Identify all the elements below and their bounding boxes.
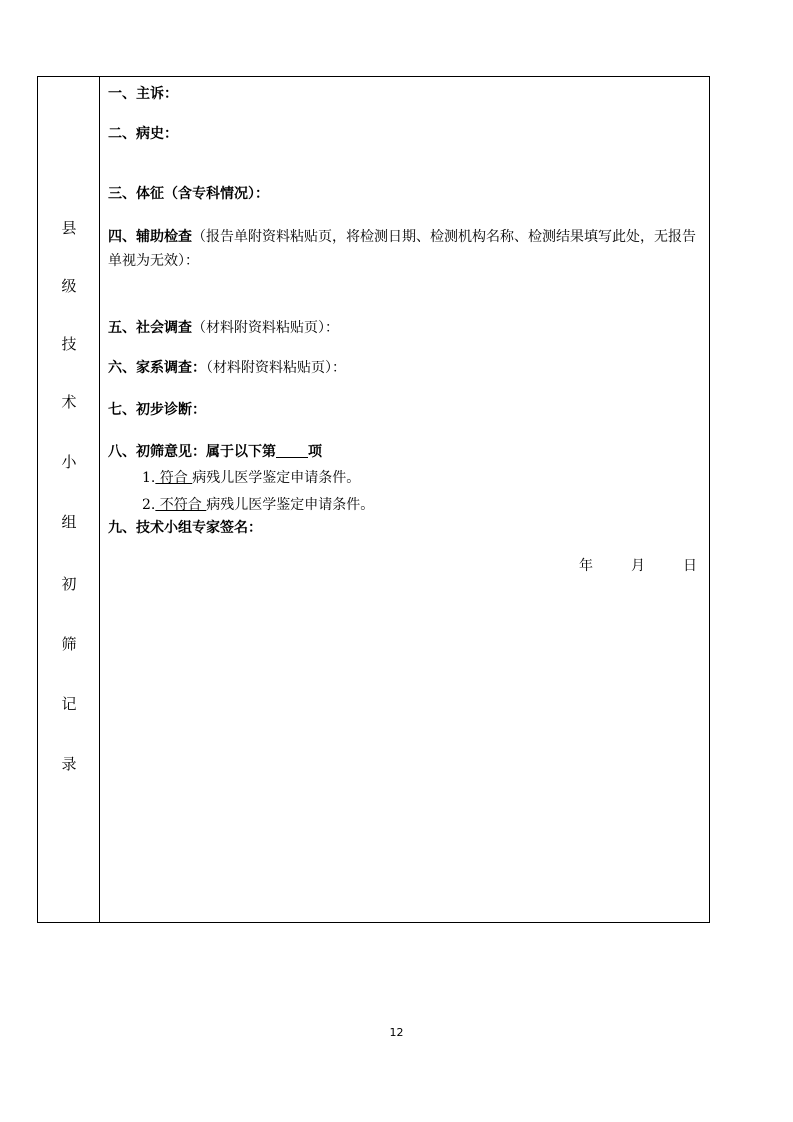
side-label-char: 组 bbox=[61, 513, 77, 531]
social-survey-note: （材料附资料粘贴页）： bbox=[192, 320, 339, 336]
option-eligible bbox=[142, 467, 360, 487]
side-label-char: 小 bbox=[61, 453, 77, 471]
screening-record-table bbox=[37, 76, 710, 923]
preliminary-diagnosis-label: 七、初步诊断： bbox=[108, 402, 206, 418]
option-number: 1. bbox=[142, 470, 156, 486]
month-label: 月 bbox=[631, 558, 645, 574]
medical-history-label: 二、病史： bbox=[108, 126, 178, 142]
family-survey-block bbox=[108, 357, 346, 377]
side-label-char: 术 bbox=[61, 393, 77, 411]
auxiliary-exam-note: （报告单附资料粘贴页，将检测日期、检测机构名称、检测结果填写此处，无报告单视为无效）： bbox=[108, 229, 696, 269]
day-label: 日 bbox=[683, 558, 697, 574]
screening-opinion-prefix: 八、初筛意见：属于以下第 bbox=[108, 444, 276, 460]
option-text: 病残儿医学鉴定申请条件。 bbox=[206, 497, 375, 513]
page-number: 12 bbox=[389, 1026, 404, 1039]
option-number: 2. bbox=[142, 497, 156, 513]
item-number-blank[interactable] bbox=[276, 443, 308, 458]
side-label-char: 录 bbox=[61, 755, 77, 773]
side-label-char: 筛 bbox=[61, 635, 77, 653]
chief-complaint-label: 一、主诉： bbox=[108, 86, 178, 102]
side-label-char: 初 bbox=[61, 575, 77, 593]
family-survey-label: 六、家系调查： bbox=[108, 360, 206, 376]
auxiliary-exam-block bbox=[108, 225, 703, 273]
side-label-char: 级 bbox=[61, 277, 77, 295]
expert-signature-label: 九、技术小组专家签名： bbox=[108, 520, 262, 536]
side-label-char: 县 bbox=[61, 219, 77, 237]
option-choice-eligible: 符合 bbox=[155, 470, 193, 486]
auxiliary-exam-label: 四、辅助检查 bbox=[108, 229, 192, 245]
side-label-char: 技 bbox=[61, 335, 77, 353]
social-survey-label: 五、社会调查 bbox=[108, 320, 192, 336]
physical-signs-label: 三、体征（含专科情况）： bbox=[108, 186, 269, 202]
screening-opinion-suffix: 项 bbox=[308, 444, 322, 460]
social-survey-block bbox=[108, 317, 339, 337]
side-label-column bbox=[38, 77, 100, 922]
year-label: 年 bbox=[579, 558, 593, 574]
screening-opinion-block bbox=[108, 441, 322, 461]
side-label-char: 记 bbox=[61, 695, 77, 713]
signature-date-row bbox=[541, 555, 697, 575]
option-ineligible bbox=[142, 494, 374, 514]
content-column bbox=[100, 77, 709, 922]
family-survey-note: （材料附资料粘贴页）： bbox=[206, 360, 346, 376]
option-choice-ineligible: 不符合 bbox=[155, 497, 207, 513]
option-text: 病残儿医学鉴定申请条件。 bbox=[192, 470, 361, 486]
